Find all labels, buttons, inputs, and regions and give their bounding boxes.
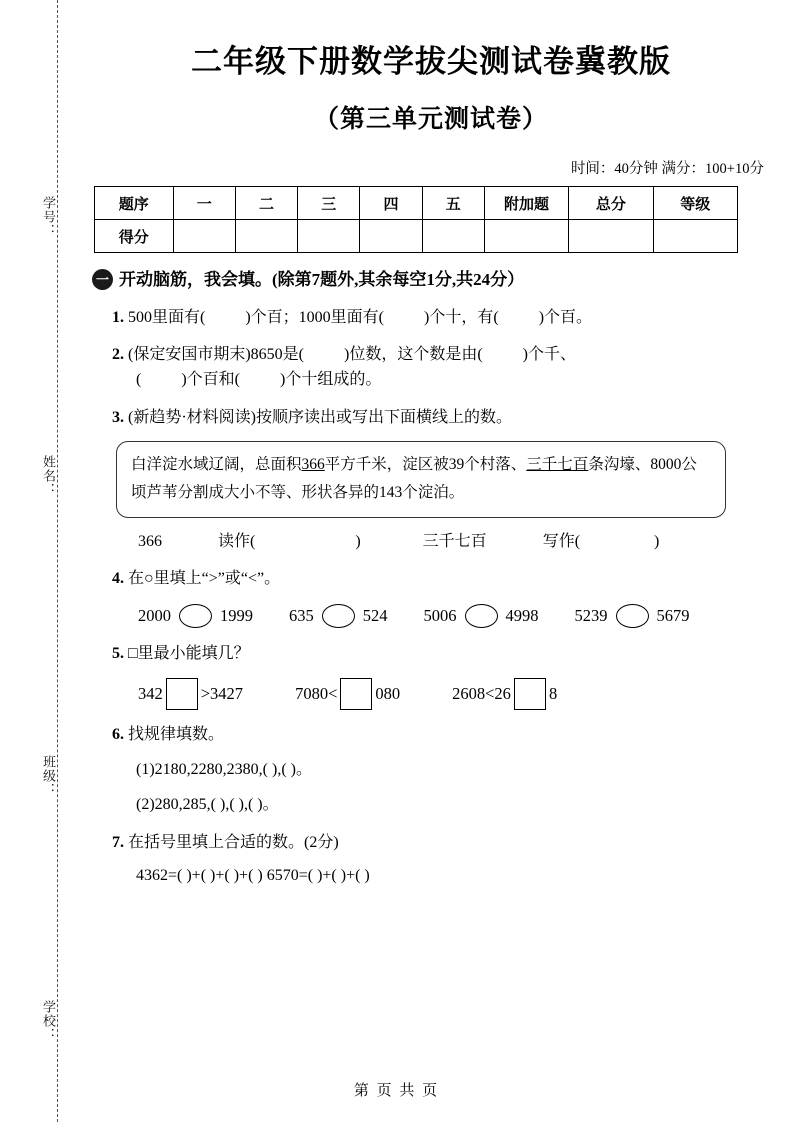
passage-underline-366: 366 [301,455,325,473]
score-cell-4[interactable] [360,220,422,253]
compare-circle[interactable] [179,604,212,628]
score-cell-total[interactable] [569,220,653,253]
section-one [86,267,776,888]
question-6-line-1[interactable]: (1)2180,2280,2380,( ),( )。 [136,761,312,779]
question-6-text: 找规律填数。 [128,726,225,744]
q5-item-3-post: 8 [548,684,558,703]
question-2-line2 [136,368,776,393]
compare-pair-1 [138,604,253,629]
compare-right-3: 4998 [505,605,539,625]
question-4 [112,567,776,592]
question-2-line2-c: )个十组成的。 [280,371,382,389]
compare-left-4: 5239 [574,605,608,625]
compare-circle[interactable] [322,604,355,628]
paper-content [86,0,776,888]
section-number-badge: 一 [92,269,113,290]
score-table-col-4: 四 [360,187,422,220]
side-label-name: 姓名： [41,455,56,497]
answer-box[interactable] [340,678,372,710]
question-7-number: 7. [112,833,124,851]
question-4-pairs [138,604,776,629]
question-1-part-d: )个百。 [538,308,593,326]
answer-box[interactable] [514,678,546,710]
passage-pre: 白洋淀水域辽阔，总面积 [131,455,302,473]
question-5-number: 5. [112,644,124,662]
score-cell-1[interactable] [173,220,235,253]
question-3-number: 3. [112,408,124,426]
answer-box[interactable] [166,678,198,710]
question-7-text: 在括号里填上合适的数。(2分) [128,833,339,851]
read-number-366: 366 [138,533,162,551]
question-1-part-a: 500里面有( [128,308,206,326]
score-cell-bonus[interactable] [484,220,568,253]
q5-item-1-post: >3427 [200,684,244,703]
compare-right-2: 524 [362,605,388,625]
side-label-school: 学校： [41,1000,56,1042]
question-2-line1-c: )个千、 [522,346,577,364]
score-table-col-2: 二 [235,187,297,220]
question-4-text: 在○里填上“>”或“<”。 [128,570,281,588]
page-title: 二年级下册数学拔尖测试卷冀教版 [191,44,671,79]
passage-underline-3700-part2: 百 [572,455,589,473]
compare-left-2: 635 [289,605,314,625]
section-one-heading-text: 开动脑筋，我会填。(除第7题外,其余每空1分,共24分） [119,270,525,289]
write-close: ) [654,533,660,551]
side-label-class: 班级： [41,755,56,797]
q5-item-2-pre: 7080< [295,684,338,703]
question-3-text: (新趋势·材料阅读)按顺序读出或写出下面横线上的数。 [128,408,512,426]
write-label: 写作( [542,533,581,551]
score-table [94,186,738,253]
question-6 [112,723,776,817]
page-footer: 第 页 共 页 [353,1083,440,1099]
table-row [95,187,738,220]
question-1-number: 1. [112,308,124,326]
question-1-part-b: )个百；1000里面有( [245,308,385,326]
read-label: 读作( [218,533,256,551]
question-4-number: 4. [112,570,124,588]
question-6-number: 6. [112,726,124,744]
question-7 [112,831,776,889]
question-2-line1-a: (保定安国市期末)8650是( [128,346,304,364]
question-2-line2-b: )个百和( [181,371,240,389]
compare-right-1: 1999 [220,605,253,625]
compare-circle[interactable] [616,604,649,628]
compare-left-1: 2000 [138,605,171,625]
score-cell-3[interactable] [298,220,360,253]
question-2 [112,343,776,393]
score-table-row1-head: 题序 [95,187,174,220]
score-table-row2-head: 得分 [95,220,174,253]
compare-left-3: 5006 [423,605,457,625]
section-one-heading [92,267,776,293]
question-5-items [138,678,776,710]
read-close: ) [355,533,361,551]
question-7-line[interactable]: 4362=( )+( )+( )+( ) 6570=( )+( )+( ) [136,866,370,884]
score-cell-2[interactable] [235,220,297,253]
score-table-col-grade: 等级 [653,187,737,220]
question-5 [112,642,776,667]
question-3-passage [116,441,726,518]
passage-underline-3700-part1: 三千七 [526,455,573,473]
q5-item-1-pre: 342 [138,684,163,703]
question-6-line-2[interactable]: (2)280,285,( ),( ),( )。 [136,795,279,813]
exam-meta: 时间：40分钟 满分：100+10分 [570,161,764,177]
q5-item-3-pre: 2608<26 [452,684,511,703]
write-number-3700: 三千七百 [422,533,487,551]
question-3 [112,406,776,431]
question-1 [112,306,776,331]
question-1-part-c: )个十，有( [424,308,499,326]
passage-tail: 条沟壕、8000公顷芦苇分割成大小不等、形状各异的143个淀泊。 [131,455,697,502]
compare-pair-4 [575,604,690,629]
question-5-text: □里最小能填几？ [128,644,250,662]
score-table-col-1: 一 [173,187,235,220]
compare-right-4: 5679 [656,605,690,625]
score-cell-5[interactable] [422,220,484,253]
question-3-answer-line [138,530,776,554]
page-subtitle: （第三单元测试卷） [313,106,548,133]
score-cell-grade[interactable] [653,220,737,253]
score-table-col-total: 总分 [569,187,653,220]
table-row [95,220,738,253]
score-table-col-bonus: 附加题 [484,187,568,220]
question-2-line1-b: )位数，这个数是由( [344,346,483,364]
compare-circle[interactable] [465,604,498,628]
compare-pair-3 [424,604,539,629]
score-table-col-3: 三 [298,187,360,220]
passage-mid: 平方千米，淀区被39个村落、 [324,455,527,473]
side-label-student-id: 学号： [41,196,56,238]
score-table-col-5: 五 [422,187,484,220]
q5-item-2-post: 080 [375,684,401,703]
side-label-group [18,0,58,1122]
compare-pair-2 [289,604,388,629]
question-2-line2-a: ( [136,371,142,389]
question-2-number: 2. [112,346,124,364]
